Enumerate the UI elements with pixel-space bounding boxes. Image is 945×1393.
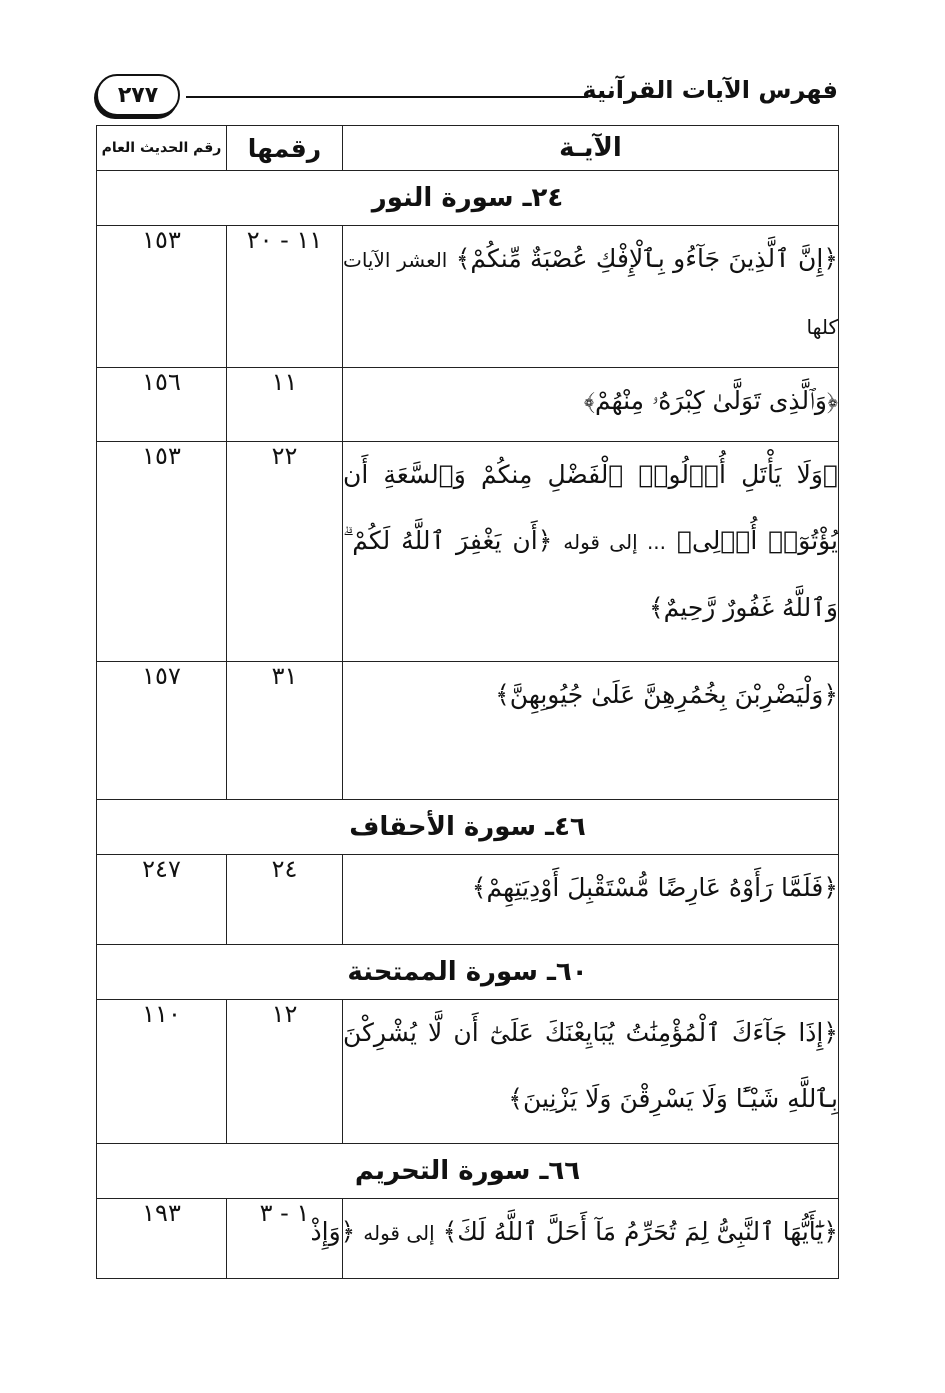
table-row <box>97 662 839 800</box>
ayah-number-cell: ٢٢ <box>227 442 343 662</box>
ayah-number-cell: ١١ - ٢٠ <box>227 226 343 368</box>
ayah-cell <box>343 226 839 368</box>
ayah-text-continued: ﴿وَإِذْ <box>310 1217 356 1246</box>
surah-heading: ٦٦ـ سورة التحريم <box>97 1144 839 1199</box>
ayah-cell <box>343 442 839 662</box>
ayah-text: ﴿إِذَا جَآءَكَ ٱلْمُؤْمِنَٰتُ يُبَايِعْنَكَ عَلَىٰٓ أَن لَّا يُشْرِكْنَ بِٱللَّهِ شَيْـًٔا وَلَا يَسْرِقْنَ وَلَا يَزْنِينَ﴾ <box>343 1018 838 1113</box>
ayah-number-cell: ٣١ <box>227 662 343 800</box>
ayah-text: ﴿وَٱلَّذِى تَوَلَّىٰ كِبْرَهُۥ مِنْهُمْ﴾ <box>583 386 838 415</box>
ayah-note: العشر الآيات كلها <box>343 248 838 339</box>
ayah-text: ﴿وَلْيَضْرِبْنَ بِخُمُرِهِنَّ عَلَىٰ جُيُوبِهِنَّ﴾ <box>495 680 838 709</box>
section-row <box>97 1144 839 1199</box>
ayah-number-cell: ١١ <box>227 368 343 442</box>
page-number-badge: ٢٧٧ <box>96 74 180 116</box>
ayah-cell <box>343 662 839 800</box>
hadith-number-cell: ١٥٧ <box>97 662 227 800</box>
section-row <box>97 171 839 226</box>
ayah-number-cell: ١٢ <box>227 1000 343 1144</box>
ayah-text: ﴿إِنَّ ٱلَّذِينَ جَآءُو بِٱلْإِفْكِ عُصْبَةٌ مِّنكُمْ﴾ <box>455 244 839 273</box>
table-row <box>97 1000 839 1144</box>
hadith-number-cell: ١٩٣ <box>97 1199 227 1279</box>
ayah-text: ﴿فَلَمَّا رَأَوْهُ عَارِضًا مُّسْتَقْبِلَ أَوْدِيَتِهِمْ﴾ <box>471 873 838 902</box>
hadith-number-cell: ١١٠ <box>97 1000 227 1144</box>
section-row <box>97 945 839 1000</box>
page-title: فهرس الآيات القرآنية <box>582 76 838 104</box>
ayah-text-continued: ﴿أَن يَغْفِرَ ٱللَّهُ لَكُمْ ۗ وَٱللَّهُ غَفُورٌ رَّحِيمٌ﴾ <box>343 526 838 622</box>
header-rule <box>186 96 588 98</box>
table-header-row <box>97 126 839 171</box>
section-row <box>97 800 839 855</box>
ayah-cell <box>343 368 839 442</box>
ayah-note: ... إلى قوله <box>563 530 667 554</box>
table-row <box>97 226 839 368</box>
ayah-cell <box>343 1000 839 1144</box>
column-header-number: رقمها <box>227 126 343 171</box>
column-header-ayah: الآيـة <box>343 126 839 171</box>
hadith-number-cell: ١٥٦ <box>97 368 227 442</box>
ayah-number-cell: ٢٤ <box>227 855 343 945</box>
column-header-hadith: رقم الحديث العام <box>97 126 227 171</box>
surah-heading: ٤٦ـ سورة الأحقاف <box>97 800 839 855</box>
table-row <box>97 442 839 662</box>
surah-heading: ٢٤ـ سورة النور <box>97 171 839 226</box>
table-row <box>97 855 839 945</box>
hadith-number-cell: ١٥٣ <box>97 226 227 368</box>
surah-heading: ٦٠ـ سورة الممتحنة <box>97 945 839 1000</box>
ayah-text: ﴿يَٰٓأَيُّهَا ٱلنَّبِىُّ لِمَ تُحَرِّمُ مَآ أَحَلَّ ٱللَّهُ لَكَ﴾ <box>442 1217 838 1246</box>
table-row <box>97 368 839 442</box>
ayah-cell <box>343 855 839 945</box>
ayah-note: إلى قوله <box>363 1221 435 1245</box>
table-row <box>97 1199 839 1279</box>
hadith-number-cell: ٢٤٧ <box>97 855 227 945</box>
verses-index-table <box>96 125 839 1279</box>
hadith-number-cell: ١٥٣ <box>97 442 227 662</box>
page-header <box>96 72 838 122</box>
ayah-cell <box>310 1199 839 1279</box>
ayah-text: ﴿وَلَا يَأْتَلِ أُو۟لُوا۟ ٱلْفَضْلِ مِنكُمْ وَٱلسَّعَةِ أَن يُؤْتُوٓا۟ أُو۟لِى﴾ <box>343 460 839 555</box>
ayah-number-cell: ١ - ٣ <box>227 1199 343 1279</box>
